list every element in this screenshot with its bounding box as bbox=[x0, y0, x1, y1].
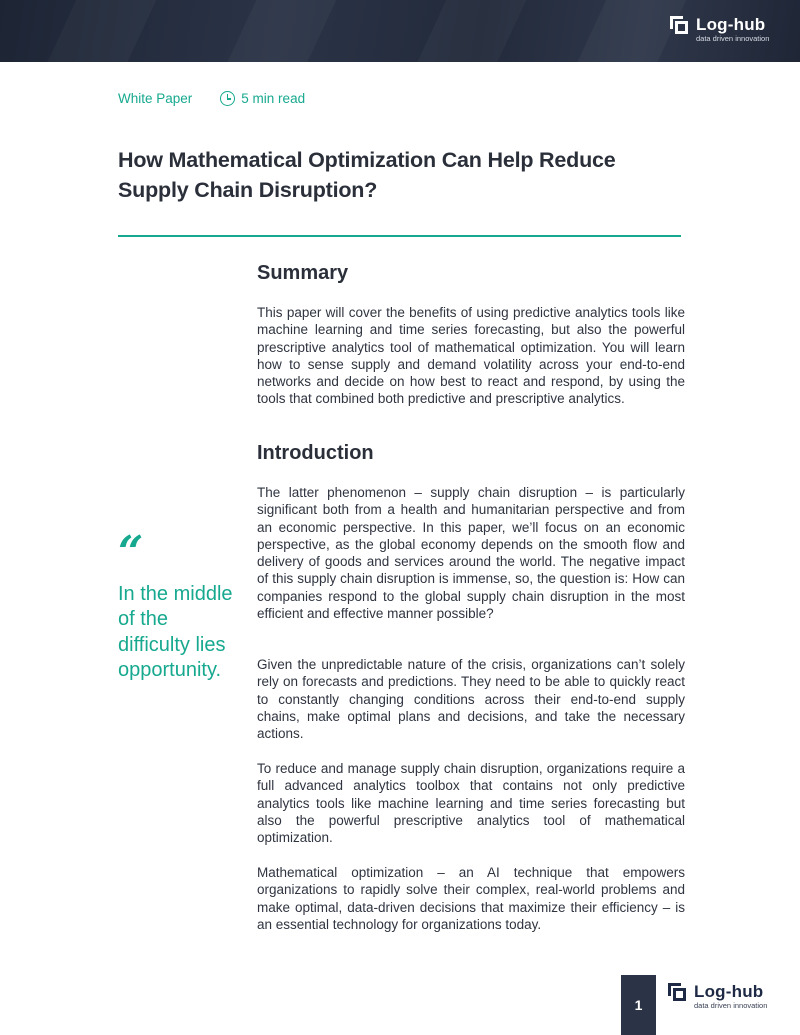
intro-paragraph-2: Given the unpredictable nature of the crisis, organizations can’t solely rely on forecasts and predictions. They need to be able to quickly react to constantly changing conditions across their end-to-end supply chains, make optimal plans and decisions, and take the necessary actions. bbox=[257, 657, 685, 742]
pull-quote: In the middle of the difficulty lies opportunity. bbox=[118, 583, 233, 681]
intro-paragraph-3: To reduce and manage supply chain disruption, organizations require a full advanced analytics toolbox that contains not only predictive analytics tools like machine learning and time series forecasting but also the powerful prescriptive analytics tool of mathematical optimization. bbox=[257, 761, 685, 846]
intro-paragraph-4: Mathematical optimization – an AI technique that empowers organizations to rapidly solve their complex, real-world problems and make optimal, data-driven decisions that maximize their efficiency – is an essential technology for organizations today. bbox=[257, 865, 685, 932]
intro-paragraph-1: The latter phenomenon – supply chain disruption – is particularly significant both from a health and humanitarian perspective and from an economic perspective. In this paper, we’ll focus on an economic perspective, as the global economy depends on the smooth flow and delivery of goods and services around the world. The negative impact of this supply chain disruption is immense, so, the question is: How can companies respond to the global supply chain disruption in the most efficient and effective manner possible? bbox=[257, 485, 685, 622]
footer-logo[interactable] bbox=[668, 983, 767, 1011]
doc-type-label: White Paper bbox=[118, 91, 193, 106]
introduction-heading: Introduction bbox=[257, 442, 374, 464]
title-divider bbox=[118, 235, 681, 237]
read-time bbox=[220, 91, 305, 106]
footer-logo-tagline: data driven innovation bbox=[694, 1001, 768, 1010]
banner-streak bbox=[214, 0, 345, 62]
document-meta bbox=[118, 91, 305, 106]
quote-mark-icon: “ bbox=[118, 527, 144, 578]
log-hub-logo-icon bbox=[668, 983, 688, 1003]
summary-paragraph: This paper will cover the benefits of using predictive analytics tools like machine learning and time series forecasting, but also the powerful prescriptive analytics tool of mathematical optimization. You will learn how to sense supply and demand volatility across your end-to-end networks and decide on how best to react and respond, by using the tools that combined both predictive and prescriptive analytics. bbox=[257, 305, 685, 407]
banner-streak bbox=[404, 0, 535, 62]
summary-heading: Summary bbox=[257, 262, 349, 284]
header-logo-tagline: data driven innovation bbox=[696, 34, 770, 43]
read-time-label: 5 min read bbox=[241, 91, 306, 106]
document-title: How Mathematical Optimization Can Help Reduce Supply Chain Disruption? bbox=[118, 148, 616, 202]
footer-logo-name: Log-hub bbox=[694, 982, 764, 1001]
clock-icon bbox=[220, 91, 235, 106]
banner-streak bbox=[34, 0, 165, 62]
log-hub-logo-icon bbox=[670, 16, 690, 36]
page-number: 1 bbox=[621, 975, 656, 1035]
header-logo-name: Log-hub bbox=[696, 15, 766, 34]
header-logo[interactable] bbox=[670, 16, 769, 44]
